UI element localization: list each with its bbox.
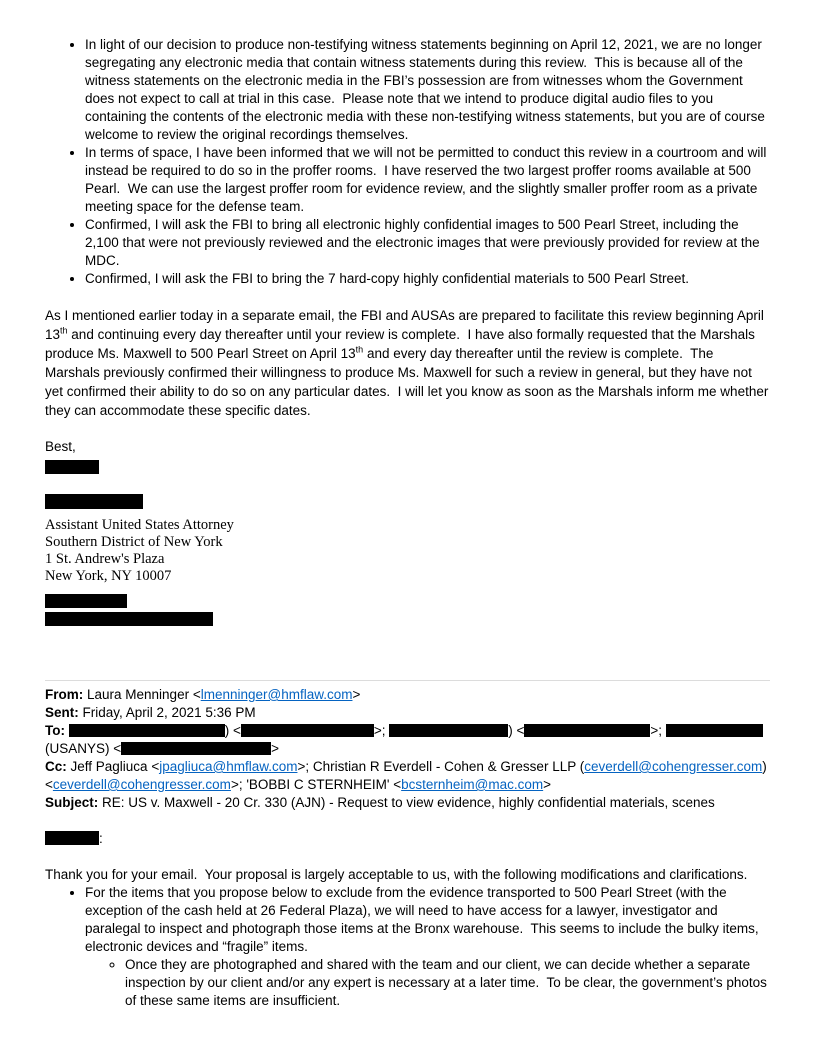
from-label: From: [45, 687, 87, 702]
schedule-paragraph [45, 306, 773, 420]
redaction-recipient-1 [69, 724, 225, 737]
divider [45, 680, 770, 681]
cc-email-link[interactable]: ceverdell@cohengresser.com [584, 759, 763, 774]
paragraph-text: As I mentioned earlier today in a separate email, the FBI and AUSAs are prepared to facilitate this review beginning April 13 [45, 308, 768, 342]
cc-value: > [543, 777, 552, 792]
from-value: > [352, 687, 361, 702]
signature-block [45, 517, 770, 585]
salutation-colon: : [99, 831, 103, 846]
bullet-item: • In terms of space, I have been informed that we will not be permitted to conduct this review in a courtroom and will instead be required to do so in the proffer rooms. I have reserved the two largest proffer rooms available at 500 Pearl. We can use the largest proffer room for evidence review, and the slightly smaller proffer room as a private meeting space for the defense team. [85, 144, 770, 216]
to-separator: ) < [224, 723, 241, 738]
from-value: Laura Menninger < [87, 687, 201, 702]
cc-value: Jeff Pagliuca < [70, 759, 160, 774]
sent-value: Friday, April 2, 2021 5:36 PM [82, 705, 256, 720]
redaction-recipient-3 [666, 724, 763, 737]
sub-bullet-item: ◦ Once they are photographed and shared with the team and our client, we can decide whether a separate inspection by our client and/or any expert is necessary at a later time. To be clear, the government’s photos of these same items are insufficient. [125, 956, 770, 1010]
sent-label: Sent: [45, 705, 83, 720]
signature-city: New York, NY 10007 [45, 568, 172, 584]
to-separator: ) < [508, 723, 525, 738]
subject-label: Subject: [45, 795, 103, 810]
cc-value: >; 'BOBBI C STERNHEIM' < [230, 777, 402, 792]
superscript-th: th [355, 344, 364, 355]
subject-line [45, 794, 770, 812]
signature-title: Assistant United States Attorney [45, 517, 234, 533]
closing-line: Best, [45, 439, 76, 454]
bullet-item: • Confirmed, I will ask the FBI to bring the 7 hard-copy highly confidential materials to 500 Pearl Street. [85, 270, 770, 288]
to-label: To: [45, 723, 69, 738]
to-usanys: (USANYS) < [45, 723, 767, 756]
request-bullet-list [45, 884, 770, 1010]
redaction-sender-name [45, 460, 99, 474]
redaction-recipient-2 [389, 724, 508, 737]
from-line [45, 686, 770, 704]
to-separator: >; [650, 723, 666, 738]
redaction-signature-name [45, 494, 143, 509]
redaction-phone-1 [45, 594, 127, 608]
cc-value: >; Christian R Everdell - Cohen & Gresser LLP ( [297, 759, 585, 774]
redaction-recipient-2-email [524, 724, 650, 737]
bullet-item: • In light of our decision to produce non-testifying witness statements beginning on April 12, 2021, we are no longer segregating any electronic media that contain witness statements during this review. This is because all of the witness statements on the electronic media in the FBI’s possession are from witnesses whom the Government does not expect to call at trial in this case. Please note that we intend to produce digital audio files to you containing the contents of the electronic media with these non-testifying witness statements, but you are of course welcome to review the original recordings themselves. [85, 36, 770, 144]
cc-line [45, 758, 770, 794]
from-email-link[interactable]: lmenninger@hmflaw.com [200, 687, 353, 702]
to-line [45, 722, 770, 758]
bullet-text: For the items that you propose below to exclude from the evidence transported to 500 Pearl Street (with the exception of the cash held at 26 Federal Plaza), we will need to have access for a lawyer, investigator and paralegal to inspect and photograph those items at the Bronx warehouse. This seems to include the bulky items, electronic devices and “fragile” items. [85, 885, 763, 954]
signature-address: 1 St. Andrew's Plaza [45, 551, 165, 567]
cc-email-link[interactable]: ceverdell@cohengresser.com [52, 777, 231, 792]
redaction-salutation-name [45, 831, 99, 845]
bullet-item [85, 884, 770, 1010]
paragraph-text: and every day thereafter until the review is complete. The Marshals previously confirmed their willingness to produce Ms. Maxwell for such a review in general, but they have not yet confirmed their ability to do so on any particular dates. I will let you know as soon as the Marshals inform me whether they can accommodate these specific dates. [45, 346, 773, 418]
sent-line [45, 704, 770, 722]
redaction-recipient-1-email [241, 724, 374, 737]
to-separator: >; [373, 723, 390, 738]
redaction-recipient-3-email [121, 742, 271, 755]
salutation-line [45, 830, 770, 848]
redaction-phone-2 [45, 612, 213, 626]
cc-label: Cc: [45, 759, 71, 774]
thanks-paragraph: Thank you for your email. Your proposal is largely acceptable to us, with the following modifications and clarifications. [45, 867, 748, 882]
cc-email-link[interactable]: bcsternheim@mac.com [401, 777, 544, 792]
cc-email-link[interactable]: jpagliuca@hmflaw.com [159, 759, 298, 774]
superscript-th: th [60, 325, 68, 336]
signature-district: Southern District of New York [45, 534, 223, 550]
top-bullet-list [45, 36, 770, 288]
sub-bullet-list [85, 956, 770, 1010]
subject-value: RE: US v. Maxwell - 20 Cr. 330 (AJN) - Request to view evidence, highly confidential materials, scenes [102, 795, 715, 810]
cc-value: ) < [45, 759, 771, 792]
paragraph-text: and continuing every day thereafter until your review is complete. I have also formally requested that the Marshals produce Ms. Maxwell to 500 Pearl Street on April 13 [45, 327, 759, 361]
bullet-item: • Confirmed, I will ask the FBI to bring all electronic highly confidential images to 500 Pearl Street, including the 2,100 that were not previously reviewed and the electronic images that were previously provided for review at the MDC. [85, 216, 770, 270]
to-separator: > [271, 741, 280, 756]
